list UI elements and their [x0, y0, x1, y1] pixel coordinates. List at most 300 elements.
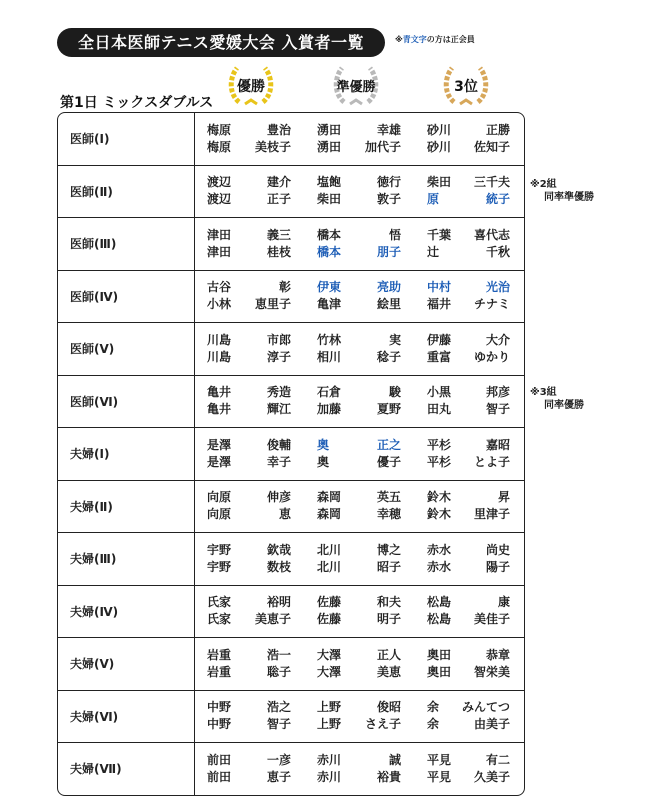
given-name: 亮助 [376, 280, 401, 295]
given-name: 幸穂 [376, 507, 401, 522]
runner-up-cell [305, 743, 415, 795]
given-name: 昇 [497, 490, 510, 505]
runner-up-cell [305, 376, 415, 428]
given-name: 幸雄 [376, 122, 401, 137]
runner-up-cell [305, 586, 415, 638]
player-name [427, 437, 510, 454]
family-name: 向原 [207, 490, 232, 505]
category-label: 医師(Ⅴ) [58, 323, 195, 375]
family-name: 鈴木 [427, 507, 452, 522]
player-name [317, 122, 401, 139]
player-name [427, 664, 510, 681]
player-name [207, 489, 291, 506]
third-place-cell [415, 481, 524, 533]
family-name: 氏家 [207, 595, 232, 610]
given-name: 陽子 [485, 559, 510, 574]
family-name: 砂川 [427, 122, 452, 137]
family-name: 松島 [427, 595, 452, 610]
player-name [427, 279, 510, 296]
given-name: 正之 [376, 437, 401, 452]
family-name: 宇野 [207, 559, 232, 574]
family-name: 赤川 [317, 769, 342, 784]
side-note-tie-second [530, 178, 594, 204]
family-name: 余 [427, 717, 440, 732]
category-label: 医師(Ⅵ) [58, 376, 195, 428]
family-name: 平杉 [427, 454, 452, 469]
player-name [427, 611, 510, 628]
player-name [427, 699, 510, 716]
given-name: 有二 [485, 752, 510, 767]
family-name: 柴田 [427, 175, 452, 190]
category-label: 夫婦(Ⅶ) [58, 743, 195, 795]
family-name: 小林 [207, 297, 232, 312]
given-name: 大介 [485, 332, 510, 347]
given-name: 加代子 [364, 139, 401, 154]
player-name [317, 699, 401, 716]
family-name: 鈴木 [427, 490, 452, 505]
player-name [427, 139, 510, 156]
player-name [317, 384, 401, 401]
family-name: 平見 [427, 769, 452, 784]
family-name: 亀井 [207, 402, 232, 417]
player-name [207, 454, 291, 471]
given-name: 徳行 [376, 175, 401, 190]
runner-up-cell [305, 428, 415, 480]
side-note-line: 同率準優勝 [544, 192, 594, 203]
given-name: 裕貴 [376, 769, 401, 784]
player-name [207, 664, 291, 681]
player-name [207, 244, 291, 261]
family-name: 湧田 [317, 139, 342, 154]
table-row [58, 585, 524, 638]
family-name: 佐藤 [317, 595, 342, 610]
player-name [207, 611, 291, 628]
family-name: 赤川 [317, 752, 342, 767]
third-place-cell [415, 271, 524, 323]
given-name: 優子 [376, 454, 401, 469]
given-name: 欽哉 [266, 542, 291, 557]
family-name: 北川 [317, 559, 342, 574]
given-name: 聡子 [266, 664, 291, 679]
player-name [317, 489, 401, 506]
player-name [427, 191, 510, 208]
winner-cell [195, 586, 305, 638]
family-name: 平見 [427, 752, 452, 767]
family-name: 奥 [317, 437, 330, 452]
player-name [207, 384, 291, 401]
given-name: 稔子 [376, 349, 401, 364]
family-name: 余 [427, 700, 440, 715]
family-name: 福井 [427, 297, 452, 312]
results-table [57, 112, 525, 796]
player-name [427, 542, 510, 559]
player-name [427, 559, 510, 576]
family-name: 中村 [427, 280, 452, 295]
given-name: 市郎 [266, 332, 291, 347]
player-name [317, 401, 401, 418]
family-name: 是澤 [207, 437, 232, 452]
given-name: 里津子 [473, 507, 510, 522]
family-name: 宇野 [207, 542, 232, 557]
player-name [317, 716, 401, 733]
third-place-cell [415, 691, 524, 743]
silver-medal [330, 64, 382, 106]
given-name: 嘉昭 [485, 437, 510, 452]
given-name: 美恵子 [254, 612, 291, 627]
table-row [58, 637, 524, 690]
given-name: 伸彦 [266, 490, 291, 505]
gold-medal [225, 64, 277, 106]
given-name: 三千夫 [473, 175, 510, 190]
given-name: 夏野 [376, 402, 401, 417]
table-row [58, 322, 524, 375]
runner-up-cell [305, 218, 415, 270]
given-name: 正子 [266, 192, 291, 207]
family-name: 奥田 [427, 647, 452, 662]
player-name [317, 647, 401, 664]
section-title: 第1日 ミックスダブルス [60, 95, 214, 111]
player-name [317, 244, 401, 261]
given-name: 浩之 [266, 700, 291, 715]
family-name: 亀津 [317, 297, 342, 312]
family-name: 竹林 [317, 332, 342, 347]
note-suffix: の方は正会員 [426, 35, 475, 44]
family-name: 辻 [427, 244, 440, 259]
family-name: 向原 [207, 507, 232, 522]
family-name: 森岡 [317, 507, 342, 522]
family-name: 重富 [427, 349, 452, 364]
family-name: 石倉 [317, 385, 342, 400]
player-name [317, 191, 401, 208]
player-name [427, 752, 510, 769]
family-name: 小黒 [427, 385, 452, 400]
player-name [207, 699, 291, 716]
player-name [207, 191, 291, 208]
given-name: 輝江 [266, 402, 291, 417]
given-name: 敦子 [376, 192, 401, 207]
family-name: 津田 [207, 244, 232, 259]
given-name: 美佳子 [473, 612, 510, 627]
given-name: 裕明 [266, 595, 291, 610]
player-name [317, 279, 401, 296]
winner-cell [195, 166, 305, 218]
table-row [58, 165, 524, 218]
player-name [427, 454, 510, 471]
given-name: 博之 [376, 542, 401, 557]
family-name: 前田 [207, 769, 232, 784]
player-name [317, 227, 401, 244]
family-name: 中野 [207, 717, 232, 732]
given-name: 数枝 [266, 559, 291, 574]
category-label: 夫婦(Ⅵ) [58, 691, 195, 743]
category-label: 夫婦(Ⅲ) [58, 533, 195, 585]
family-name: 平杉 [427, 437, 452, 452]
given-name: 俊昭 [376, 700, 401, 715]
runner-up-cell [305, 481, 415, 533]
page-title: 全日本医師テニス愛媛大会 入賞者一覧 [57, 28, 385, 57]
given-name: 美枝子 [254, 139, 291, 154]
category-label: 夫婦(Ⅴ) [58, 638, 195, 690]
player-name [427, 349, 510, 366]
table-row [58, 375, 524, 428]
family-name: 赤水 [427, 542, 452, 557]
table-row [58, 480, 524, 533]
table-row [58, 532, 524, 585]
player-name [427, 647, 510, 664]
player-name [317, 559, 401, 576]
third-place-cell [415, 113, 524, 165]
family-name: 伊東 [317, 280, 342, 295]
family-name: 柴田 [317, 192, 342, 207]
player-name [207, 332, 291, 349]
family-name: 橋本 [317, 244, 342, 259]
family-name: 塩飽 [317, 175, 342, 190]
category-label: 医師(Ⅳ) [58, 271, 195, 323]
given-name: 久美子 [473, 769, 510, 784]
given-name: 豊治 [266, 122, 291, 137]
family-name: 前田 [207, 752, 232, 767]
table-row [58, 113, 524, 165]
player-name [427, 227, 510, 244]
given-name: 彰 [278, 280, 291, 295]
runner-up-cell [305, 166, 415, 218]
runner-up-cell [305, 691, 415, 743]
note-blue-text: 青文字 [402, 35, 427, 44]
given-name: 光治 [485, 280, 510, 295]
side-note-line: ※3組 [530, 387, 557, 398]
given-name: 千秋 [485, 244, 510, 259]
player-name [317, 174, 401, 191]
player-name [427, 506, 510, 523]
given-name: とよ子 [473, 454, 510, 469]
player-name [427, 384, 510, 401]
given-name: 昭子 [376, 559, 401, 574]
medal-label-second: 準優勝 [336, 80, 376, 95]
given-name: 建介 [266, 175, 291, 190]
player-name [317, 332, 401, 349]
player-name [317, 542, 401, 559]
family-name: 千葉 [427, 227, 452, 242]
family-name: 橋本 [317, 227, 342, 242]
third-place-cell [415, 743, 524, 795]
family-name: 上野 [317, 700, 342, 715]
player-name [207, 437, 291, 454]
player-name [317, 349, 401, 366]
family-name: 加藤 [317, 402, 342, 417]
given-name: 邦彦 [485, 385, 510, 400]
family-name: 松島 [427, 612, 452, 627]
family-name: 氏家 [207, 612, 232, 627]
player-name [427, 594, 510, 611]
given-name: 幸子 [266, 454, 291, 469]
category-label: 夫婦(Ⅰ) [58, 428, 195, 480]
category-label: 医師(Ⅲ) [58, 218, 195, 270]
winner-cell [195, 113, 305, 165]
player-name [427, 332, 510, 349]
player-name [207, 174, 291, 191]
given-name: 恭章 [485, 647, 510, 662]
player-name [317, 139, 401, 156]
third-place-cell [415, 586, 524, 638]
given-name: 英五 [376, 490, 401, 505]
family-name: 梅原 [207, 122, 232, 137]
side-note-line: ※2組 [530, 179, 557, 190]
family-name: 亀井 [207, 385, 232, 400]
player-name [317, 752, 401, 769]
given-name: 桂枝 [266, 244, 291, 259]
bronze-medal [440, 64, 492, 106]
winner-cell [195, 428, 305, 480]
category-label: 医師(Ⅱ) [58, 166, 195, 218]
winner-cell [195, 691, 305, 743]
family-name: 渡辺 [207, 192, 232, 207]
given-name: 一彦 [266, 752, 291, 767]
family-name: 大澤 [317, 647, 342, 662]
player-name [317, 664, 401, 681]
family-name: 佐藤 [317, 612, 342, 627]
category-label: 夫婦(Ⅱ) [58, 481, 195, 533]
family-name: 梅原 [207, 139, 232, 154]
player-name [207, 594, 291, 611]
runner-up-cell [305, 271, 415, 323]
player-name [427, 174, 510, 191]
family-name: 中野 [207, 700, 232, 715]
given-name: チナミ [473, 297, 510, 312]
player-name [427, 716, 510, 733]
given-name: 絵里 [376, 297, 401, 312]
family-name: 是澤 [207, 454, 232, 469]
given-name: みんてつ [461, 700, 510, 715]
player-name [207, 279, 291, 296]
given-name: 康 [497, 595, 510, 610]
given-name: 秀造 [266, 385, 291, 400]
family-name: 岩重 [207, 664, 232, 679]
family-name: 北川 [317, 542, 342, 557]
given-name: 由美子 [473, 717, 510, 732]
given-name: 俊輔 [266, 437, 291, 452]
player-name [317, 506, 401, 523]
family-name: 岩重 [207, 647, 232, 662]
given-name: 淳子 [266, 349, 291, 364]
player-name [317, 611, 401, 628]
family-name: 原 [427, 192, 440, 207]
given-name: 智子 [485, 402, 510, 417]
family-name: 渡辺 [207, 175, 232, 190]
player-name [317, 437, 401, 454]
player-name [427, 401, 510, 418]
third-place-cell [415, 428, 524, 480]
side-note-tie-first [530, 386, 584, 412]
player-name [207, 227, 291, 244]
player-name [427, 489, 510, 506]
family-name: 古谷 [207, 280, 232, 295]
given-name: さえ子 [364, 717, 401, 732]
player-name [207, 122, 291, 139]
given-name: 悟 [388, 227, 401, 242]
given-name: 喜代志 [473, 227, 510, 242]
winner-cell [195, 533, 305, 585]
given-name: 義三 [266, 227, 291, 242]
given-name: 実 [388, 332, 401, 347]
player-name [207, 647, 291, 664]
given-name: 尚史 [485, 542, 510, 557]
given-name: 智子 [266, 717, 291, 732]
third-place-cell [415, 166, 524, 218]
winner-cell [195, 638, 305, 690]
runner-up-cell [305, 323, 415, 375]
medal-label-third: 3位 [454, 79, 478, 95]
third-place-cell [415, 323, 524, 375]
given-name: ゆかり [473, 349, 510, 364]
winner-cell [195, 376, 305, 428]
given-name: 浩一 [266, 647, 291, 662]
family-name: 川島 [207, 349, 232, 364]
player-name [207, 139, 291, 156]
medal-label-first: 優勝 [237, 79, 265, 95]
category-label: 医師(Ⅰ) [58, 113, 195, 165]
family-name: 奥 [317, 454, 330, 469]
note-prefix: ※ [395, 35, 403, 44]
given-name: 智栄美 [473, 664, 510, 679]
player-name [207, 296, 291, 313]
given-name: 駿 [388, 385, 401, 400]
given-name: 恵 [278, 507, 291, 522]
player-name [207, 506, 291, 523]
family-name: 上野 [317, 717, 342, 732]
family-name: 伊藤 [427, 332, 452, 347]
given-name: 正勝 [485, 122, 510, 137]
given-name: 正人 [376, 647, 401, 662]
given-name: 恵里子 [254, 297, 291, 312]
third-place-cell [415, 218, 524, 270]
player-name [427, 244, 510, 261]
given-name: 明子 [376, 612, 401, 627]
family-name: 大澤 [317, 664, 342, 679]
player-name [207, 559, 291, 576]
winner-cell [195, 481, 305, 533]
player-name [207, 542, 291, 559]
family-name: 森岡 [317, 490, 342, 505]
family-name: 砂川 [427, 139, 452, 154]
player-name [427, 769, 510, 786]
player-name [207, 349, 291, 366]
given-name: 美恵 [376, 664, 401, 679]
family-name: 赤水 [427, 559, 452, 574]
given-name: 統子 [485, 192, 510, 207]
player-name [317, 296, 401, 313]
given-name: 恵子 [266, 769, 291, 784]
family-name: 相川 [317, 349, 342, 364]
runner-up-cell [305, 533, 415, 585]
player-name [207, 716, 291, 733]
table-row [58, 270, 524, 323]
family-name: 湧田 [317, 122, 342, 137]
third-place-cell [415, 533, 524, 585]
third-place-cell [415, 638, 524, 690]
winner-cell [195, 271, 305, 323]
player-name [427, 122, 510, 139]
given-name: 和夫 [376, 595, 401, 610]
category-label: 夫婦(Ⅳ) [58, 586, 195, 638]
player-name [427, 296, 510, 313]
winner-cell [195, 743, 305, 795]
player-name [317, 454, 401, 471]
third-place-cell [415, 376, 524, 428]
table-row [58, 742, 524, 795]
table-row [58, 217, 524, 270]
player-name [207, 401, 291, 418]
family-name: 川島 [207, 332, 232, 347]
